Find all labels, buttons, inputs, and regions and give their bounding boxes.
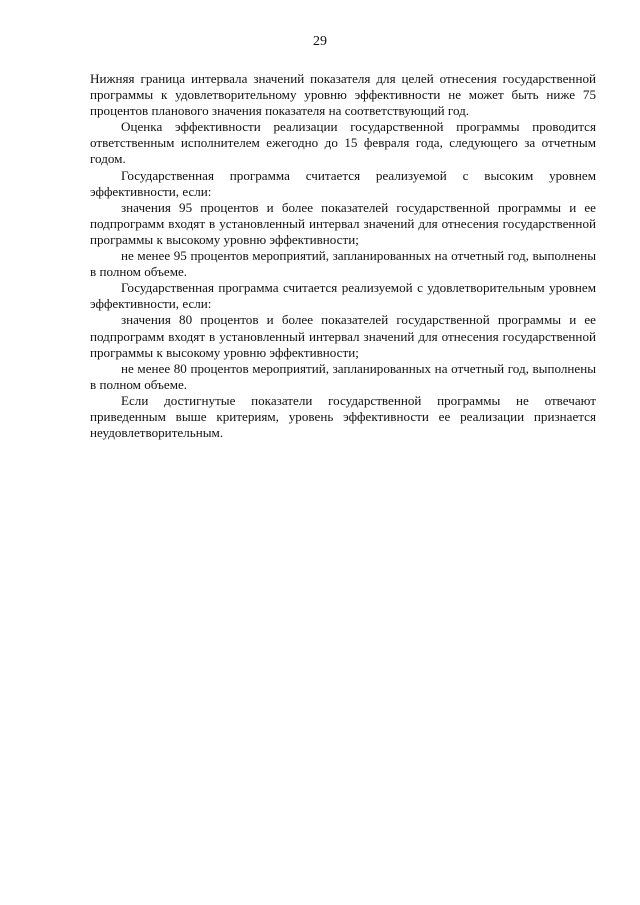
paragraph-unsatisfactory-efficiency: Если достигнутые показатели государственной программы не отвечают приведенным выше критериям, уровень эффективности ее реализации признается неудовлетворительным. (90, 392, 596, 441)
paragraph-high-efficiency-indicators: значения 95 процентов и более показателей государственной программы и ее подпрограмм входят в установленный интервал значений для отнесения государственной программы к высокому уровню эффективности; (90, 199, 596, 247)
paragraph-evaluation-deadline: Оценка эффективности реализации государственной программы проводится ответственным исполнителем ежегодно до 15 февраля года, следующего за отчетным годом. (90, 119, 596, 167)
document-body (90, 71, 596, 441)
paragraph-satisfactory-efficiency-indicators: значения 80 процентов и более показателей государственной программы и ее подпрограмм входят в установленный интервал значений для отнесения государственной программы к высокому уровню эффективности; (90, 312, 596, 360)
page-number: 29 (313, 34, 327, 49)
paragraph-high-efficiency-activities: не менее 95 процентов мероприятий, запланированных на отчетный год, выполнены в полном объеме. (90, 248, 596, 280)
paragraph-high-efficiency-intro: Государственная программа считается реализуемой с высоким уровнем эффективности, если: (90, 167, 596, 199)
paragraph-satisfactory-efficiency-activities: не менее 80 процентов мероприятий, запланированных на отчетный год, выполнены в полном объеме. (90, 360, 596, 392)
paragraph-satisfactory-efficiency-intro: Государственная программа считается реализуемой с удовлетворительным уровнем эффективности, если: (90, 280, 596, 312)
paragraph-lower-bound: Нижняя граница интервала значений показателя для целей отнесения государственной программы к удовлетворительному уровню эффективности не может быть ниже 75 процентов планового значения показателя на соответствующий год. (90, 71, 596, 119)
